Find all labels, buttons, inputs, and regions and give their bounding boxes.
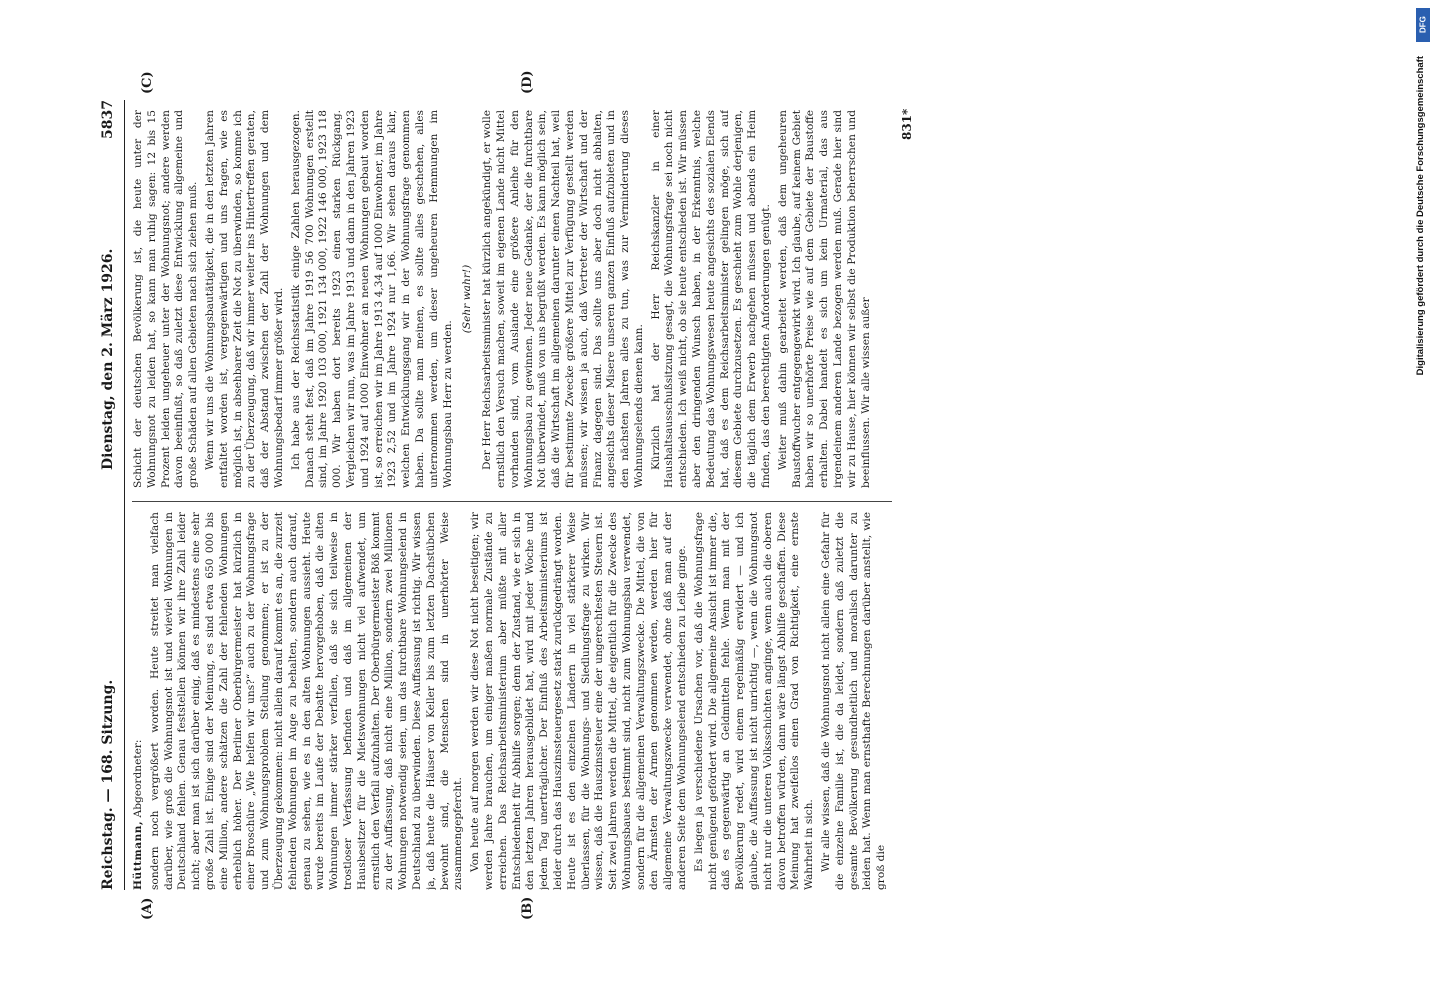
speaker-line: [132, 512, 146, 890]
column-divider: [132, 501, 892, 502]
paragraph: Kürzlich hat der Herr Reichskanzler in einer Haushaltsausschußsitzung gesagt, die Wohnungsfrage sei noch nicht entschieden. Ich weiß nicht, ob sie heute entschieden ist. Wir müssen aber den dringenden Wunsch haben, in der Erkenntnis, welche Bedeutung das Wohnungswesen heute angesichts des sozialen Elends hat, daß es dem Reichsarbeitsminister gelingen möge, sich auf diesem Gebiete durchzusetzen. Es geschieht zum Wohle derjenigen, die täglich dem Erwerb nachgehen müssen und abends ein Heim finden, das den berechtigten Anforderungen genügt.: [649, 110, 773, 488]
speaker-name: Hüttmann,: [132, 820, 144, 890]
paragraph: Von heute auf morgen werden wir diese Not nicht beseitigen; wir werden Jahre brauchen, um einiger maßen normale Zustände zu erreichen. Das Reichsarbeitsministerium aber müßte mit aller Entschiedenheit für Abhilfe sorgen; denn der Zustand, wie er sich in den letzten Jahren herausgebildet hat, wird mit jeder Woche und jedem Tag unerträglicher. Der Einfluß des Arbeitsministeriums ist leider durch das Hauszinssteuergesetz stark zurückgedrängt worden. Heute ist es den einzelnen Ländern in viel stärkerer Weise überlassen, für die Wohnungs- und Siedlungsfrage zu wirken. Wir wissen, daß die Hauszinssteuer eine der ungerechtesten Steuern ist. Seit zwei Jahren werden die Mittel, die eigentlich für die Zwecke des Wohnungsbaues bestimmt sind, nicht zum Wohnungsbau verwendet, sondern für die allgemeinen Verwaltungszwecke. Die Mittel, die von den Ärmsten der Armen genommen werden, werden hier für allgemeine Verwaltungszwecke verwendet, ohne daß man auf der anderen Seite dem Wohnungselend entschieden zu Leibe ginge.: [469, 512, 689, 890]
paragraph: Es liegen ja verschiedene Ursachen vor, daß die Wohnungsfrage nicht genügend gefördert wird. Die allgemeine Ansicht ist immer die, daß es gegenwärtig an Geldmitteln fehle. Wenn man mit der Bevölkerung redet, wird einem regelmäßig erwidert — und ich glaube, die Auffassung ist nicht unrichtig —, wenn die Wohnungsnot nicht nur die unteren Volksschichten anginge, wenn auch die oberen davon betroffen würden, dann wäre längst Abhilfe geschaffen. Diese Meinung hat zweifellos einen Grad von Richtigkeit, eine ernste Wahrheit in sich.: [692, 512, 816, 890]
margin-mark-b: (B): [520, 896, 535, 920]
digitization-credit: [1408, 0, 1434, 1000]
left-column: [132, 512, 892, 890]
header-left: Reichstag. — 168. Sitzung.: [100, 679, 116, 890]
margin-mark-a: (A): [140, 897, 155, 920]
margin-mark-c: (C): [140, 71, 155, 94]
speaker-role: Abgeordneter:: [132, 739, 144, 818]
paragraph: Wir alle wissen, daß die Wohnungsnot nicht allein eine Gefahr für die einzelne Familie ist, die da leidet, sondern daß zuletzt die gesamte Bevölkerung gesundheitlich und moralisch darunter zu leiden hat. Wenn man ernsthafte Berechnungen darüber anstellt, wie groß die: [820, 512, 888, 890]
credit-text: Digitalisierung gefördert durch die Deutsche Forschungsgemeinschaft: [1415, 56, 1426, 376]
paragraph: Wenn wir uns die Wohnungsbautätigkeit, die in den letzten Jahren entfaltet worden ist, vergegenwärtigen und uns fragen, wie es möglich ist, in absehbarer Zeit die Not zu überwinden, so komme ich zu der Überzeugung, daß wir immer weiter ins Hintertreffen geraten, daß der Abstand zwischen der Zahl der Wohnungen und dem Wohnungsbedarf immer größer wird.: [203, 110, 285, 488]
paragraph: sondern noch vergrößert worden. Heute streitet man vielfach darüber, wie groß die Wohnungsnot ist und wieviel Wohnungen in Deutschland fehlen. Genau feststellen können wir ihre Zahl leider nicht; aber man ist sich darüber einig, daß es mindestens eine sehr große Zahl ist. Einige sind der Meinung, es sind etwa 650 000 bis eine Million, andere schätzen die Zahl der fehlenden Wohnungen erheblich höher. Der Berliner Oberbürgermeister hat kürzlich in einer Broschüre „Wie helfen wir uns?“ auch zu der Wohnungsfrage und zum Wohnungsproblem Stellung genommen; er ist zu der Überzeugung gekommen: nicht allein darauf kommt es an, die zurzeit fehlenden Wohnungen im Auge zu behalten, sondern auch darauf, genau zu sehen, wie es in den alten Wohnungen aussieht. Heute wurde bereits im Laufe der Debatte hervorgehoben, daß die alten Wohnungen immer stärker verfallen, daß sie sich teilweise in trostloser Verfassung befinden und daß im allgemeinen der Hausbesitzer für die Mietswohnungen nicht viel aufwendet, um ernstlich den Verfall aufzuhalten. Der Oberbürgermeister Böß kommt zu der Auffassung, daß nicht eine Million, sondern zwei Millionen Wohnungen notwendig seien, um das furchtbare Wohnungselend in Deutschland zu überwinden. Diese Auffassung ist richtig. Wir wissen ja, daß heute die Häuser von Keller bis zum letzten Dachstübchen bewohnt sind, die Menschen sind in unerhörter Weise zusammengepfercht.: [148, 512, 465, 890]
footer-mark: 831*: [900, 108, 914, 140]
paragraph: Weiter muß dahin gearbeitet werden, daß dem ungeheuren Baustoffwucher entgegengewirkt wird. Ich glaube, auf keinem Gebiet haben wir so unerhörte Preise wie auf dem Gebiete der Baustoffe erhalten. Dabei handelt es sich um kein Urmaterial, das aus irgendeinem anderen Lande bezogen werden muß. Gerade hier sind wir zu Hause, hier können wir selbst die Produktion beherrschen und beeinflussen. Wir alle wissen außer: [776, 110, 872, 488]
header-rule: [124, 100, 125, 890]
right-column: [132, 110, 876, 488]
page-header: [100, 100, 124, 890]
paragraph: Der Herr Reichsarbeitsminister hat kürzlich angekündigt, er wolle ernstlich den Versuch machen, soweit im eigenen Lande nicht Mittel vorhanden sind, vom Auslande eine größere Anleihe für den Wohnungsbau zu gewinnen. Jeder neue Gedanke, der die furchtbare Not überwindet, muß von uns begrüßt werden. Es kann möglich sein, daß die Wirtschaft im allgemeinen darunter einen Nachteil hat, weil für bestimmte Zwecke größere Mittel zur Verfügung gestellt werden müssen; wir wissen ja auch, daß Vertreter der Wirtschaft und der Finanz dagegen sind. Das sollte uns aber doch nicht abhalten, angesichts dieser Misere unseren ganzen Einfluß aufzubieten und in den nächsten Jahren alles zu tun, was zur Verminderung dieses Wohnungselends dienen kann.: [481, 110, 645, 488]
dfg-logo: DFG: [1416, 8, 1430, 42]
page-number: 5837: [100, 100, 116, 139]
header-center: Dienstag, den 2. März 1926.: [100, 248, 116, 470]
interjection: (Sehr wahr!): [461, 264, 474, 334]
paragraph: Ich habe aus der Reichsstatistik einige Zahlen herausgezogen. Danach steht fest, daß im Jahre 1919 56 700 Wohnungen erstellt sind, im Jahre 1920 103 000, 1921 134 000, 1922 146 000, 1923 118 000. Wir haben dort bereits 1923 einen starken Rückgang. Vergleichen wir nun, was im Jahre 1913 und dann in den Jahren 1923 und 1924 auf 1000 Einwohner an neuen Wohnungen gebaut worden ist, so erreichen wir im Jahre 1913 4,34 auf 1000 Einwohner, im Jahre 1923 2,52 und im Jahre 1924 nur 1,66. Wir sehen daraus klar, welchen Entwicklungsgang wir in der Wohnungsfrage genommen haben. Da sollte man meinen, es sollte alles geschehen, alles unternommen werden, um dieser ungeheuren Hemmungen im Wohnungsbau Herr zu werden.: [289, 110, 454, 488]
paragraph: Schicht der deutschen Bevölkerung ist, die heute unter der Wohnungsnot zu leiden hat, so kann man ruhig sagen: 12 bis 15 Prozent leiden ungeheuer unter der Wohnungsnot; andere werden davon beeinflußt, so daß zuletzt diese Entwicklung allgemeine und große Schäden auf allen Gebieten nach sich ziehen muß.: [132, 110, 200, 488]
margin-mark-d: (D): [520, 70, 535, 94]
